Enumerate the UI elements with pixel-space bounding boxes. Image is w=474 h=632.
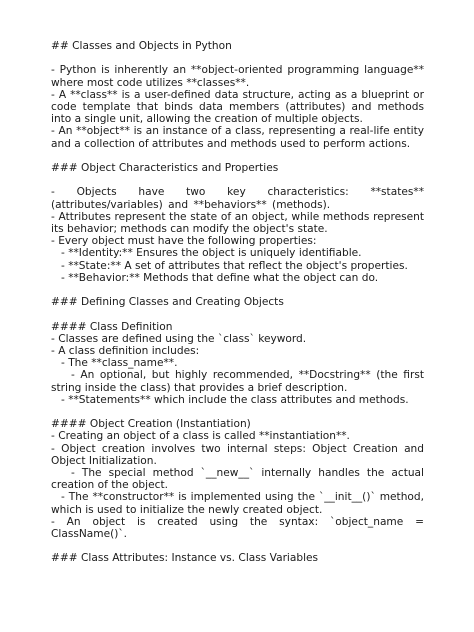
heading-object-characteristics: ### Object Characteristics and Properties bbox=[51, 162, 279, 174]
blank-line bbox=[51, 406, 424, 418]
creation-item: - Object creation involves two internal steps: Object Creation and Object Initialization. bbox=[51, 442, 428, 467]
characteristics-item: - Attributes represent the state of an object, while methods represent its behavior; methods can modify the object's state. bbox=[51, 210, 428, 235]
document-page bbox=[51, 40, 430, 565]
characteristics-item: - Objects have two key characteristics: **states** (attributes/variables) and **behaviors** (methods). bbox=[51, 186, 430, 211]
property-item: - **State:** A set of attributes that reflect the object's properties. bbox=[61, 259, 408, 272]
definition-subitem: - **Statements** which include the class attributes and methods. bbox=[61, 393, 409, 406]
definition-item: - A class definition includes: bbox=[51, 345, 200, 357]
creation-subitem: - The **constructor** is implemented using the `__init__()` method, which is used to initialize the newly created object. bbox=[51, 491, 428, 516]
characteristics-item: - Every object must have the following properties: bbox=[51, 235, 317, 248]
blank-line bbox=[51, 150, 424, 162]
property-item: - **Behavior:** Methods that define what the object can do. bbox=[61, 271, 379, 284]
definition-item: - Classes are defined using the `class` keyword. bbox=[51, 332, 307, 345]
creation-item: - An object is created using the syntax: `object_name = ClassName()`. bbox=[51, 515, 428, 541]
heading-classes-and-objects: ## Classes and Objects in Python bbox=[51, 40, 232, 52]
intro-paragraph: - Python is inherently an **object-oriented programming language** where most code utilizes **classes**. bbox=[51, 64, 428, 89]
heading-class-attributes: ### Class Attributes: Instance vs. Class Variables bbox=[51, 552, 319, 565]
heading-class-definition: #### Class Definition bbox=[51, 320, 173, 333]
blank-line bbox=[51, 540, 424, 552]
heading-object-creation: #### Object Creation (Instantiation) bbox=[51, 418, 251, 431]
heading-defining-classes: ### Defining Classes and Creating Objects bbox=[51, 296, 284, 309]
intro-paragraph: - A **class** is a user-defined data structure, acting as a blueprint or code template that binds data members (attributes) and methods into a single unit, allowing the creation of multiple objects. bbox=[51, 88, 428, 126]
blank-line bbox=[51, 308, 424, 320]
definition-subitem: - An optional, but highly recommended, **Docstring** (the first string inside the class) that provides a brief description. bbox=[51, 369, 428, 394]
property-item: - **Identity:** Ensures the object is uniquely identifiable. bbox=[61, 247, 362, 260]
blank-line bbox=[51, 284, 424, 296]
intro-paragraph: - An **object** is an instance of a class, representing a real-life entity and a collection of attributes and methods used to perform actions. bbox=[51, 125, 428, 150]
creation-item: - Creating an object of a class is called **instantiation**. bbox=[51, 430, 350, 443]
blank-line bbox=[51, 174, 424, 186]
blank-line bbox=[51, 52, 424, 64]
creation-subitem: - The special method `__new__` internally handles the actual creation of the object. bbox=[51, 467, 428, 492]
definition-subitem: - The **class_name**. bbox=[61, 357, 178, 370]
